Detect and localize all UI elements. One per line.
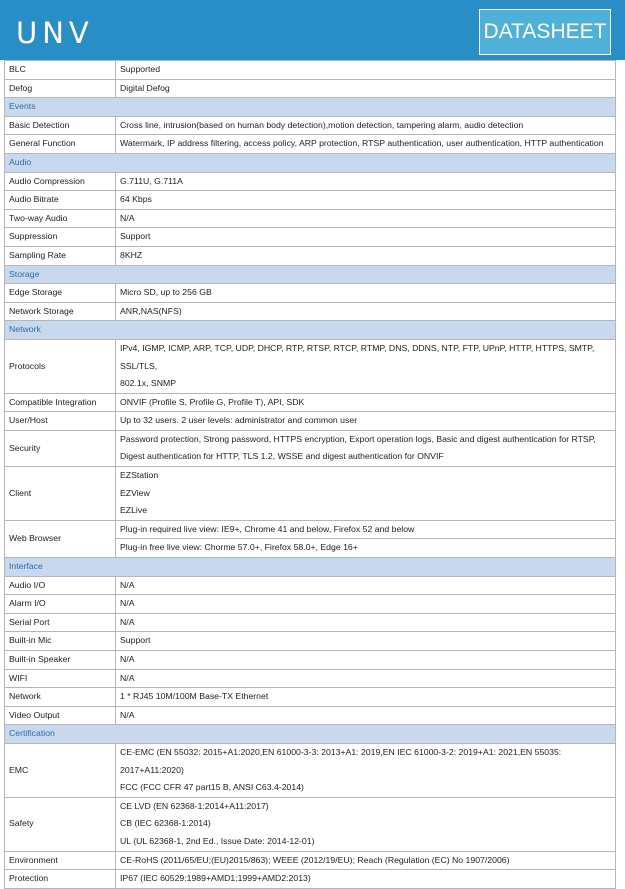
spec-key: Client — [5, 467, 116, 521]
spec-key: WIFI — [5, 669, 116, 688]
spec-value: Micro SD, up to 256 GB — [116, 284, 616, 303]
spec-key: Audio I/O — [5, 576, 116, 595]
spec-key: Video Output — [5, 706, 116, 725]
value-line: 802.1x, SNMP — [120, 378, 177, 389]
value-line: Password protection, Strong password, HTTPS encryption, Export operation logs, Basic and digest authentication for RTSP, — [120, 433, 596, 444]
spec-value: Cross line, intrusion(based on human body detection),motion detection, tampering alarm, audio detection — [116, 116, 616, 135]
spec-value: Supported — [116, 61, 616, 80]
table-row — [5, 669, 616, 688]
spec-key: Audio Bitrate — [5, 191, 116, 210]
spec-key: EMC — [5, 743, 116, 797]
value-line: CE LVD (EN 62368-1:2014+A11:2017) — [120, 800, 269, 811]
table-row — [5, 467, 616, 521]
section-title: Network — [5, 321, 616, 340]
spec-value: N/A — [116, 669, 616, 688]
spec-key: Two-way Audio — [5, 209, 116, 228]
spec-value: Plug-in required live view: IE9+, Chrome 41 and below, Firefox 52 and below — [116, 520, 616, 539]
value-line: EZView — [120, 487, 150, 498]
spec-key: Defog — [5, 79, 116, 98]
spec-key: Network Storage — [5, 302, 116, 321]
section-title: Events — [5, 98, 616, 117]
spec-key: Suppression — [5, 228, 116, 247]
value-line: FCC (FCC CFR 47 part15 B, ANSI C63.4-2014) — [120, 782, 304, 793]
spec-value: CE-RoHS (2011/65/EU;(EU)2015/863); WEEE (2012/19/EU); Reach (Regulation (EC) No 1907/2006) — [116, 851, 616, 870]
table-row — [5, 172, 616, 191]
value-line: CE-EMC (EN 55032: 2015+A1:2020,EN 61000-3-3: 2013+A1: 2019,EN IEC 61000-3-2: 2019+A1: 2021,EN 55035: — [120, 746, 562, 757]
spec-key: Security — [5, 430, 116, 466]
spec-value: 1 * RJ45 10M/100M Base-TX Ethernet — [116, 688, 616, 707]
brand-logo: UNV — [16, 16, 94, 50]
spec-key: Sampling Rate — [5, 246, 116, 265]
table-row — [5, 651, 616, 670]
table-row — [5, 613, 616, 632]
spec-value — [116, 430, 616, 466]
spec-value: ANR,NAS(NFS) — [116, 302, 616, 321]
section-title: Interface — [5, 558, 616, 577]
table-row — [5, 302, 616, 321]
spec-value: G.711U, G.711A — [116, 172, 616, 191]
page-header — [0, 0, 625, 60]
spec-value: 64 Kbps — [116, 191, 616, 210]
table-row — [5, 209, 616, 228]
spec-key: Web Browser — [5, 520, 116, 557]
table-row — [5, 706, 616, 725]
spec-value: IP67 (IEC 60529:1989+AMD1:1999+AMD2:2013) — [116, 870, 616, 889]
table-row — [5, 339, 616, 393]
section-header-row — [5, 725, 616, 744]
spec-value: Plug-in free live view: Chorme 57.0+, Firefox 58.0+, Edge 16+ — [116, 539, 616, 558]
table-row — [5, 135, 616, 154]
table-row — [5, 228, 616, 247]
table-row — [5, 116, 616, 135]
spec-key: User/Host — [5, 412, 116, 431]
spec-table — [4, 60, 616, 889]
section-header-row — [5, 321, 616, 340]
spec-key: Audio Compression — [5, 172, 116, 191]
spec-value: N/A — [116, 706, 616, 725]
spec-value: N/A — [116, 651, 616, 670]
table-row — [5, 851, 616, 870]
spec-key: Compatible Integration — [5, 393, 116, 412]
table-row — [5, 412, 616, 431]
table-row — [5, 393, 616, 412]
spec-key: Protection — [5, 870, 116, 889]
table-row — [5, 688, 616, 707]
spec-key: Safety — [5, 797, 116, 851]
spec-key: Protocols — [5, 339, 116, 393]
spec-value — [116, 339, 616, 393]
value-line: Digest authentication for HTTP, TLS 1.2, WSSE and digest authentication for ONVIF — [120, 451, 444, 462]
spec-key: Network — [5, 688, 116, 707]
spec-value: N/A — [116, 613, 616, 632]
spec-value: ONVIF (Profile S, Profile G, Profile T), API, SDK — [116, 393, 616, 412]
spec-value: Support — [116, 228, 616, 247]
section-header-row — [5, 558, 616, 577]
value-line: CB (IEC 62368-1:2014) — [120, 818, 211, 829]
spec-key: Basic Detection — [5, 116, 116, 135]
spec-value — [116, 467, 616, 521]
table-row — [5, 61, 616, 80]
value-line: EZLive — [120, 505, 148, 516]
section-header-row — [5, 153, 616, 172]
value-line: EZStation — [120, 470, 159, 481]
spec-key: Built-in Mic — [5, 632, 116, 651]
spec-key: BLC — [5, 61, 116, 80]
spec-key: Built-in Speaker — [5, 651, 116, 670]
spec-value — [116, 743, 616, 797]
section-header-row — [5, 98, 616, 117]
spec-key: General Function — [5, 135, 116, 154]
spec-key: Edge Storage — [5, 284, 116, 303]
spec-key: Environment — [5, 851, 116, 870]
spec-value: Watermark, IP address filtering, access policy, ARP protection, RTSP authentication, user authentication, HTTP authentication — [116, 135, 616, 154]
table-row — [5, 191, 616, 210]
table-row — [5, 797, 616, 851]
section-title: Certification — [5, 725, 616, 744]
table-row — [5, 743, 616, 797]
spec-value — [116, 797, 616, 851]
table-row — [5, 246, 616, 265]
table-row — [5, 284, 616, 303]
spec-value: N/A — [116, 576, 616, 595]
section-title: Audio — [5, 153, 616, 172]
section-header-row — [5, 265, 616, 284]
spec-key: Serial Port — [5, 613, 116, 632]
table-row — [5, 595, 616, 614]
value-line: 2017+A11:2020) — [120, 764, 184, 775]
spec-value: Up to 32 users. 2 user levels: administrator and common user — [116, 412, 616, 431]
spec-value: N/A — [116, 209, 616, 228]
datasheet-badge: DATASHEET — [479, 9, 611, 55]
section-title: Storage — [5, 265, 616, 284]
spec-key: Alarm I/O — [5, 595, 116, 614]
value-line: UL (UL 62368-1, 2nd Ed., Issue Date: 2014-12-01) — [120, 835, 315, 846]
table-row — [5, 79, 616, 98]
spec-value: N/A — [116, 595, 616, 614]
value-line: IPv4, IGMP, ICMP, ARP, TCP, UDP, DHCP, RTP, RTSP, RTCP, RTMP, DNS, DDNS, NTP, FTP, UPnP, HTTP, HTTPS, SMTP, SSL/TLS, — [120, 342, 595, 371]
spec-value: 8KHZ — [116, 246, 616, 265]
table-row — [5, 430, 616, 466]
table-row — [5, 576, 616, 595]
table-row — [5, 520, 616, 539]
spec-value: Digital Defog — [116, 79, 616, 98]
spec-value: Support — [116, 632, 616, 651]
table-row — [5, 632, 616, 651]
